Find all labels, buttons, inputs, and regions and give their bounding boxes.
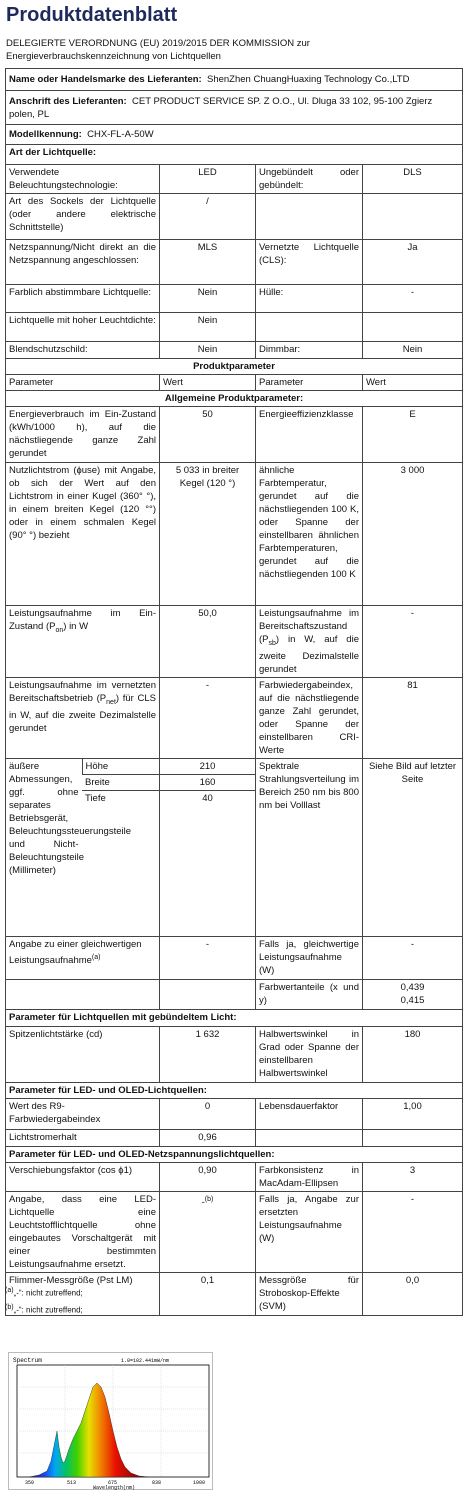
- spectrum-image: [8, 1352, 213, 1490]
- empty-cell: [6, 979, 160, 1009]
- supplier-row: [6, 69, 463, 91]
- envelope-label: Hülle:: [256, 285, 363, 313]
- energy-value: 50: [160, 407, 256, 463]
- energy-class-label: Energieeffizienzklasse: [256, 407, 363, 463]
- x-tick: 350: [25, 1480, 35, 1486]
- footnote-b: (b)„-“: nicht zutreffend;: [5, 1303, 83, 1315]
- depth-label: Tiefe: [85, 792, 106, 804]
- supplier-label: Name oder Handelsmarke des Lieferanten:: [9, 74, 202, 85]
- address-value: CET PRODUCT SERVICE SP. Z O.O., Ul. Dluga 33 102, 95-100 Zgierz polen, PL: [9, 95, 433, 120]
- pon-label: Leistungsaufnahme im Ein-Zustand $(P_{on})$ in W: [6, 606, 160, 678]
- luminance-value: Nein: [160, 313, 256, 342]
- flux-label: Nutzlichtstrom (ɸuse) mit Angabe, ob sich der Wert auf den Lichtstrom in einer Kugel (360° °), in einem breiten Kegel (120 °°) oder in einem schmalen Kegel (90° °) bezieht: [6, 463, 160, 606]
- cri-value: 81: [363, 677, 463, 758]
- life-label: Lebensdauerfaktor: [256, 1098, 363, 1129]
- led-params-heading: Parameter für LED- und OLED-Lichtquellen:: [6, 1082, 463, 1098]
- height-value: 210: [160, 759, 255, 775]
- cls-value: Ja: [363, 240, 463, 285]
- model-value: CHX-FL-A-50W: [87, 129, 154, 140]
- address-label: Anschrift des Lieferanten:: [9, 95, 127, 107]
- x-tick: 838: [152, 1480, 162, 1486]
- empty-cell: [160, 979, 256, 1009]
- retrofit-label: Angabe, dass eine LED-Lichtquelle eine Leuchtstofflichtquelle ohne eingebautes Vorschaltgerät mit einer bestimmten Leistungsaufnahme ersetzt.: [6, 1191, 160, 1272]
- spectral-value: Siehe Bild auf letzter Seite: [363, 758, 463, 936]
- equiv-w-value: -: [363, 936, 463, 979]
- empty-cell: [363, 1129, 463, 1146]
- x-tick: 513: [67, 1480, 77, 1486]
- footnotes: [5, 1284, 83, 1317]
- beam-label: Halbwertswinkel in Grad oder Spanne der einstellbaren Halbwertswinkel: [256, 1026, 363, 1082]
- product-params-heading: Produktparameter: [6, 359, 463, 375]
- psb-label: Leistungsaufnahme im Bereitschaftszustand $(P_{sb})$ in W, auf die zweite Dezimalstelle gerundet: [256, 606, 363, 678]
- flux-value: 5 033 in breiter Kegel (120 °): [160, 463, 256, 606]
- height-label: Höhe: [82, 759, 159, 775]
- dimmable-value: Nein: [363, 342, 463, 359]
- empty-cell: [256, 313, 363, 342]
- pon-value: 50,0: [160, 606, 256, 678]
- mains-label: Netzspannung/Nicht direkt an die Netzspannung angeschlossen:: [6, 240, 160, 285]
- sdcm-label: Farbkonsistenz in MacAdam-Ellipsen: [256, 1162, 363, 1191]
- width-label: Breite: [82, 774, 159, 790]
- dimensions-values: [160, 758, 256, 936]
- maint-label: Lichtstromerhalt: [6, 1129, 160, 1146]
- tunable-label: Farblich abstimmbare Lichtquelle:: [6, 285, 160, 313]
- equiv-w-label: Falls ja, gleichwertige Leistungsaufnahme (W): [256, 936, 363, 979]
- footnote-a: (a)„-“: nicht zutreffend;: [5, 1287, 83, 1298]
- chroma-y: 0,415: [400, 994, 425, 1006]
- cls-label: Vernetzte Lichtquelle (CLS):: [256, 240, 363, 285]
- width-value: 160: [160, 774, 255, 790]
- header-value: Wert: [160, 375, 256, 391]
- x-tick: 675: [108, 1480, 118, 1486]
- empty-cell: [363, 313, 463, 342]
- address-row: [6, 91, 463, 125]
- retrofit-value: -$^{(b)}$: [160, 1191, 256, 1272]
- general-params-heading: Allgemeine Produktparameter:: [6, 391, 463, 407]
- tunable-value: Nein: [160, 285, 256, 313]
- beam-value: 180: [363, 1026, 463, 1082]
- peak-label: Spitzenlichtstärke (cd): [6, 1026, 160, 1082]
- maint-value: 0,96: [160, 1129, 256, 1146]
- r9-value: 0: [160, 1098, 256, 1129]
- retrofit-w-label: Falls ja, Angabe zur ersetzten Leistungsaufnahme (W): [256, 1191, 363, 1272]
- cct-label: ähnliche Farbtemperatur, gerundet auf die nächstliegenden 100 K, oder Spanne der einstellbaren ähnlichen Farbtemperaturen, gerundet auf die nächstliegenden 100 K: [256, 463, 363, 606]
- chroma-value: [363, 979, 463, 1009]
- product-data-table: [5, 68, 463, 1316]
- retrofit-w-value: -: [363, 1191, 463, 1272]
- model-row: [6, 125, 463, 145]
- glare-label: Blendschutzschild:: [6, 342, 160, 359]
- pf-label: Verschiebungsfaktor (cos ϕ1): [6, 1162, 160, 1191]
- bundled-label: Ungebündelt oder gebündelt:: [256, 165, 363, 194]
- tech-value: LED: [160, 165, 256, 194]
- empty-cell: [256, 1129, 363, 1146]
- pf-value: 0,90: [160, 1162, 256, 1191]
- socket-label: Art des Sockels der Lichtquelle (oder andere elektrische Schnittstelle): [6, 194, 160, 240]
- mains-value: MLS: [160, 240, 256, 285]
- life-value: 1,00: [363, 1098, 463, 1129]
- flicker-value: 0,1: [160, 1272, 256, 1315]
- empty-cell: [256, 194, 363, 240]
- stroboscopic-value: 0,0: [363, 1272, 463, 1315]
- cct-value: 3 000: [363, 463, 463, 606]
- x-axis-label: Wavelength(nm): [93, 1485, 136, 1491]
- pnet-value: -: [160, 677, 256, 758]
- header-value: Wert: [363, 375, 463, 391]
- sdcm-value: 3: [363, 1162, 463, 1191]
- dimensions-label: äußere Abmessungen, ggf. ohne separates Betriebsgerät, Beleuchtungssteuerungsteile und Nicht-Beleuchtungsteile (Millimeter): [9, 760, 132, 876]
- envelope-value: -: [363, 285, 463, 313]
- flicker-label: Flimmer-Messgröße (Pst LM): [6, 1272, 160, 1315]
- equiv-label: Angabe zu einer gleichwertigen Leistungsaufnahme$^{(a)}$: [6, 936, 160, 979]
- cri-label: Farbwiedergabeindex, auf die nächstliegende ganze Zahl gerundet, oder Spanne der einstellbaren CRI-Werte: [256, 677, 363, 758]
- regulation-text: DELEGIERTE VERORDNUNG (EU) 2019/2015 DER KOMMISSION zur Energieverbrauchskennzeichnung von Lichtquellen: [6, 38, 310, 62]
- empty-cell: [363, 194, 463, 240]
- spectrum-title: Spectrum: [13, 1357, 42, 1364]
- header-parameter: Parameter: [6, 375, 160, 391]
- spectrum-readout: 1.0=102.441mW/nm: [121, 1358, 170, 1364]
- bundled-params-heading: Parameter für Lichtquellen mit gebündeltem Licht:: [6, 1009, 463, 1026]
- tech-label: Verwendete Beleuchtungstechnologie:: [6, 165, 160, 194]
- chroma-x: 0,439: [400, 981, 425, 993]
- socket-value: /: [160, 194, 256, 240]
- chroma-label: Farbwertanteile (x und y): [256, 979, 363, 1009]
- equiv-value: -: [160, 936, 256, 979]
- dimensions-cell: [6, 758, 160, 936]
- spectral-label: Spektrale Strahlungsverteilung im Bereich 250 nm bis 800 nm bei Volllast: [256, 758, 363, 936]
- dimmable-label: Dimmbar:: [256, 342, 363, 359]
- peak-value: 1 632: [160, 1026, 256, 1082]
- luminance-label: Lichtquelle mit hoher Leuchtdichte:: [6, 313, 160, 342]
- mains-params-heading: Parameter für LED- und OLED-Netzspannungslichtquellen:: [6, 1146, 463, 1162]
- supplier-value: ShenZhen ChuangHuaxing Technology Co.,LTD: [207, 74, 410, 85]
- pnet-label: Leistungsaufnahme im vernetzten Bereitschaftsbetrieb $(P_{net})$ für CLS in W, auf die zweite Dezimalstelle gerundet: [6, 677, 160, 758]
- page-title: Produktdatenblatt: [6, 4, 178, 26]
- header-parameter: Parameter: [256, 375, 363, 391]
- light-source-type-heading: Art der Lichtquelle:: [6, 145, 463, 165]
- model-label: Modellkennung:: [9, 129, 82, 140]
- stroboscopic-label: Messgröße für Stroboskop-Effekte (SVM): [256, 1272, 363, 1315]
- psb-value: -: [363, 606, 463, 678]
- energy-class-value: E: [363, 407, 463, 463]
- depth-value: 40: [202, 792, 213, 804]
- glare-value: Nein: [160, 342, 256, 359]
- bundled-value: DLS: [363, 165, 463, 194]
- r9-label: Wert des R9-Farbwiedergabeindex: [6, 1098, 160, 1129]
- energy-label: Energieverbrauch im Ein-Zustand (kWh/1000 h), auf die nächstliegende ganze Zahl gerundet: [6, 407, 160, 463]
- x-tick: 1000: [193, 1480, 206, 1486]
